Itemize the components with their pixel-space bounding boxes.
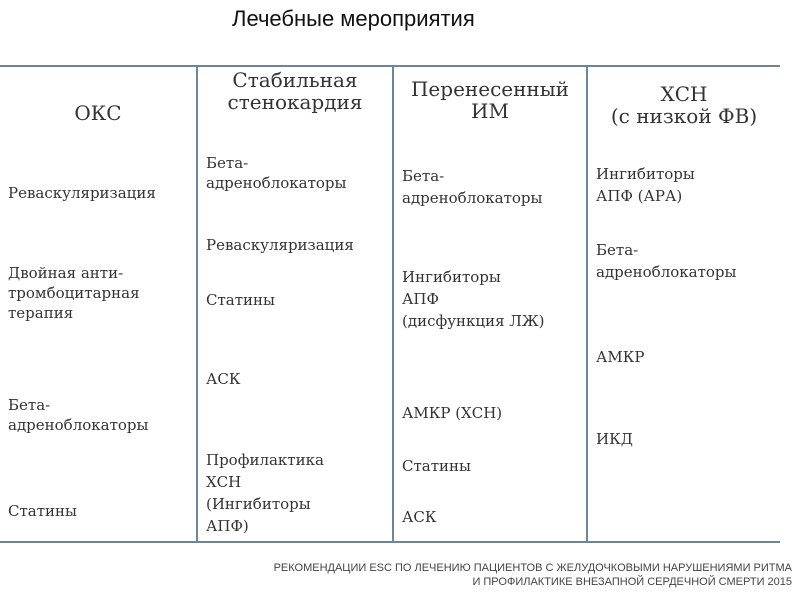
item-line: ХСН [206,473,242,491]
column-header-stable-angina [198,55,392,127]
item-line: Статины [8,502,77,520]
footer-line: РЕКОМЕНДАЦИИ ESC ПО ЛЕЧЕНИЮ ПАЦИЕНТОВ С ЖЕЛУДОЧКОВЫМИ НАРУШЕНИЯМИ РИТМА [273,562,792,574]
header-line: (с низкой ФВ) [610,104,758,128]
oks-item [8,501,77,521]
prior-mi-item [402,456,471,476]
hf-item [596,347,644,367]
oks-item [8,263,140,323]
item-line: АПФ (АРА) [596,187,683,205]
item-line: Бета- [8,396,51,414]
item-line: АСК [402,508,437,526]
prior-mi-item [402,266,545,332]
treatment-table [0,65,780,543]
header-line: ИМ [471,99,509,123]
item-line: АПФ [402,290,439,308]
column-header-oks [0,77,196,149]
column-header-hf [588,69,780,141]
prior-mi-item [402,403,502,423]
oks-item [8,395,148,435]
stable-angina-item [206,235,354,255]
oks-item [8,183,156,203]
item-line: терапия [8,304,74,322]
item-line: ИКД [596,430,633,448]
item-line: АПФ) [206,517,249,535]
item-line: Профилактика [206,451,324,469]
item-line: адреноблокаторы [206,174,347,192]
item-line: АМКР [596,348,645,366]
stable-angina-item [206,290,275,310]
item-line: Бета- [596,241,639,259]
item-line: Бета- [402,167,445,185]
item-line: адреноблокаторы [8,416,149,434]
stable-angina-item [206,153,346,193]
header-line: ОКС [74,101,122,125]
hf-item [596,429,633,449]
item-line: адреноблокаторы [402,189,543,207]
item-line: АСК [206,370,241,388]
stable-angina-item [206,449,324,537]
hf-item [596,163,695,207]
item-line: Реваскуляризация [206,236,354,254]
hf-item [596,239,736,283]
source-footer [274,561,792,589]
item-line: Статины [402,457,471,475]
column-divider [196,67,198,541]
stable-angina-item [206,369,240,389]
item-line: Статины [206,291,275,309]
item-line: Ингибиторы [402,268,501,286]
page-title: Лечебные мероприятия [232,6,475,31]
item-line: Реваскуляризация [8,184,156,202]
header-line: Перенесенный [410,77,570,101]
prior-mi-item [402,165,542,209]
item-line: (дисфункция ЛЖ) [402,312,545,330]
item-line: Бета- [206,154,249,172]
item-line: АМКР (ХСН) [402,404,503,422]
item-line: Ингибиторы [596,165,695,183]
footer-line: И ПРОФИЛАКТИКЕ ВНЕЗАПНОЙ СЕРДЕЧНОЙ СМЕРТИ 2015 [472,576,792,588]
column-header-prior-mi [394,64,586,136]
item-line: (Ингибиторы [206,495,311,513]
prior-mi-item [402,507,436,527]
item-line: адреноблокаторы [596,263,737,281]
header-line: Стабильная [232,68,358,92]
header-line: стенокардия [227,90,363,114]
item-line: тромбоцитарная [8,284,140,302]
column-divider [392,67,394,541]
item-line: Двойная анти- [8,264,124,282]
header-line: ХСН [660,82,708,106]
